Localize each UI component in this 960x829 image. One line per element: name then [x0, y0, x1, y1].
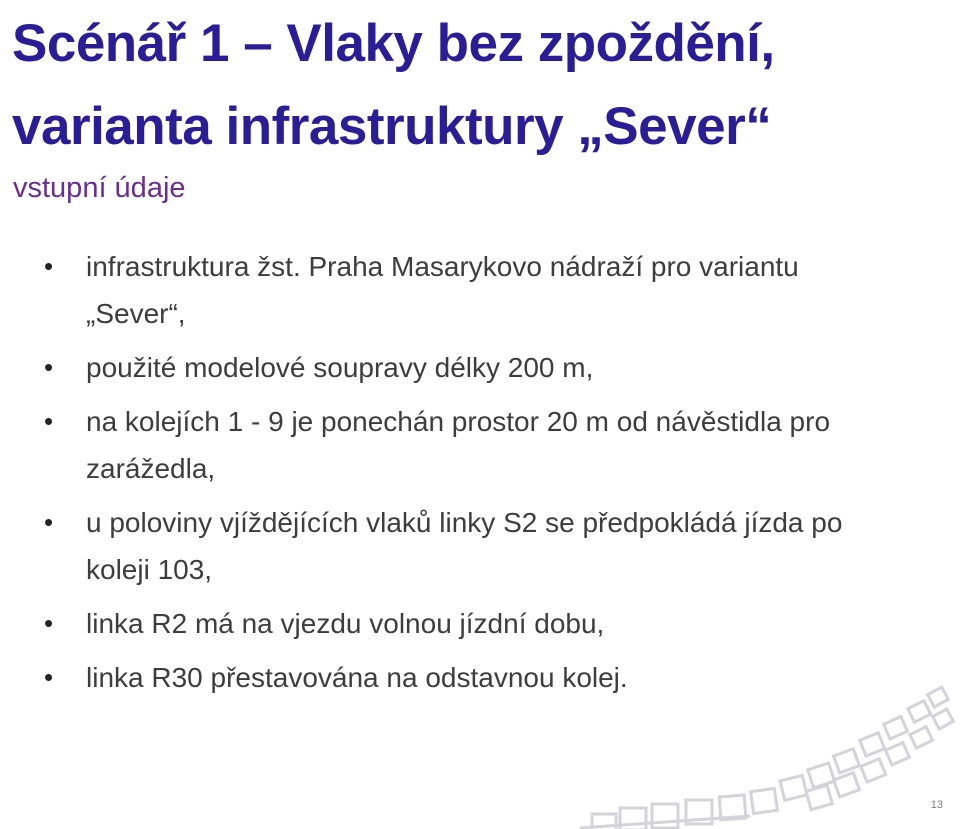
bullet-item: • použité modelové soupravy délky 200 m, — [0, 344, 900, 391]
slide-title-line-1: Scénář 1 – Vlaky bez zpoždění, — [12, 14, 775, 73]
slide-title-line-2: varianta infrastruktury „Sever“ — [12, 97, 772, 156]
bullet-item: • linka R30 přestavována na odstavnou kolej. — [0, 654, 900, 701]
page-number: 13 — [930, 799, 943, 811]
bullet-item: • na kolejích 1 - 9 je ponechán prostor 20 m od návěstidla pro zarážedla, — [0, 398, 900, 492]
bullet-item: • infrastruktura žst. Praha Masarykovo nádraží pro variantu „Sever“, — [0, 243, 900, 337]
bullet-item: • u poloviny vjíždějících vlaků linky S2 se předpokládá jízda po koleji 103, — [0, 499, 900, 593]
slide-subtitle: vstupní údaje — [13, 172, 186, 204]
bullet-item: • linka R2 má na vjezdu volnou jízdní dobu, — [0, 600, 900, 647]
bullet-list — [0, 243, 900, 708]
decorative-train-pattern-icon — [580, 680, 960, 829]
slide-title — [12, 2, 952, 168]
